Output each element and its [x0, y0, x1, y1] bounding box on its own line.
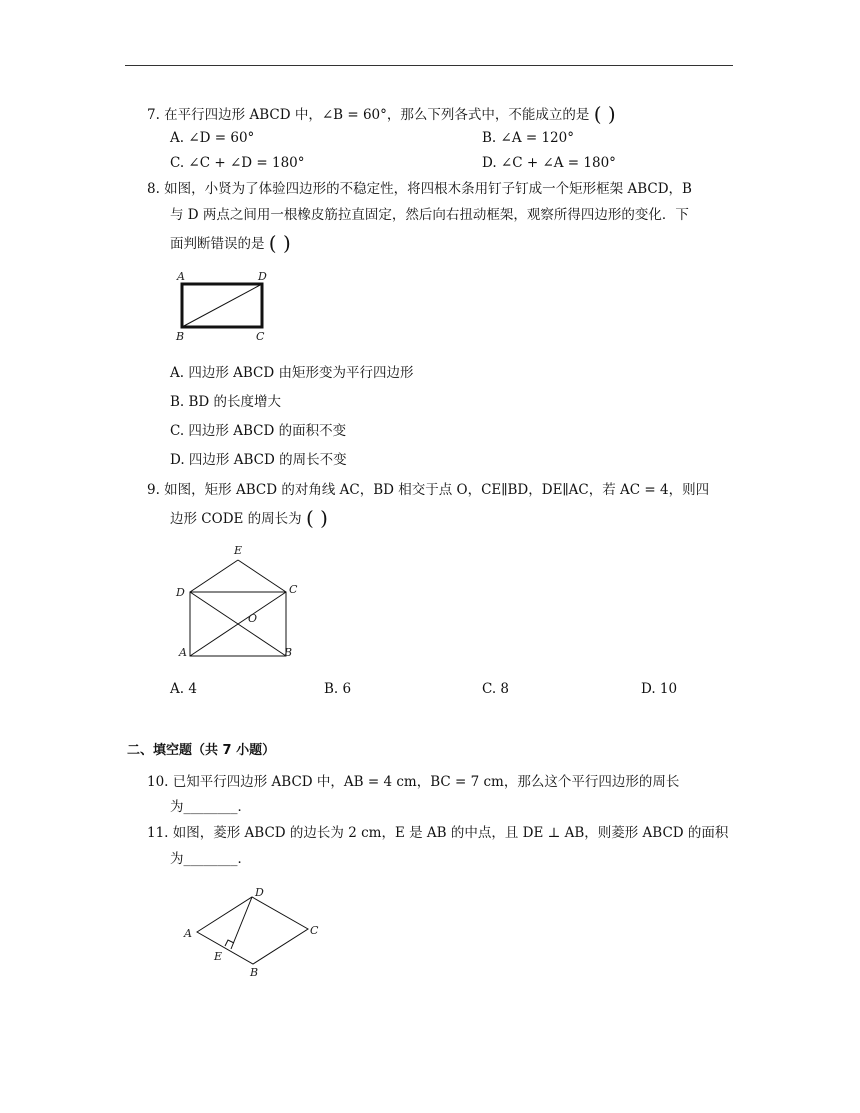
label-b: B [176, 330, 185, 343]
q8-stem-line-3: 面判断错误的是 [170, 236, 265, 252]
label-b: B [250, 966, 259, 979]
label-a: A [179, 646, 187, 659]
q9-stem-line-2: 边形 CODE 的周长为 [170, 511, 302, 527]
q9-stem-line-1: 9. 如图，矩形 ABCD 的对角线 AC，BD 相交于点 O，CE∥BD，DE∥AC，若 AC = 4，则四 [147, 482, 710, 498]
q8-option-d: D. 四边形 ABCD 的周长不变 [170, 452, 347, 468]
header-rule [125, 65, 733, 66]
q9-stem-line-2-wrap [170, 507, 328, 528]
label-d: D [258, 270, 267, 283]
label-e: E [234, 544, 243, 557]
q9-option-c: C. 8 [482, 681, 510, 697]
q11-line-1: 11. 如图，菱形 ABCD 的边长为 2 cm，E 是 AB 的中点，且 DE ⊥ AB，则菱形 ABCD 的面积 [147, 825, 729, 841]
segment-ce [238, 560, 286, 592]
segment-de [190, 560, 238, 592]
section-2-title: 二、填空题（共 7 小题） [127, 743, 276, 758]
q7-option-a: A. ∠D = 60° [170, 130, 255, 146]
q8-option-b: B. BD 的长度增大 [170, 394, 282, 410]
q8-stem-line-2: 与 D 两点之间用一根橡皮筋拉直固定，然后向右扭动框架，观察所得四边形的变化．下 [170, 207, 689, 223]
q10-line-2: 为________． [170, 799, 251, 815]
q9-option-d: D. 10 [641, 681, 678, 697]
label-b: B [284, 646, 293, 659]
q8-option-a: A. 四边形 ABCD 由矩形变为平行四边形 [170, 365, 414, 381]
label-o: O [248, 612, 258, 625]
q7-stem: 7. 在平行四边形 ABCD 中，∠B = 60°，那么下列各式中，不能成立的是 [147, 107, 590, 123]
q8-rectangle-figure [170, 266, 280, 346]
label-c: C [310, 924, 319, 937]
q8-answer-paren: ( ) [268, 231, 291, 255]
q9-rectangle-figure [170, 540, 310, 665]
q9-option-b: B. 6 [324, 681, 352, 697]
q11-line-2: 为________． [170, 851, 251, 867]
q8-option-c: C. 四边形 ABCD 的面积不变 [170, 423, 347, 439]
q8-stem-line-3-wrap [170, 232, 291, 253]
segment-de [231, 897, 252, 949]
q7-stem-line [147, 103, 616, 124]
label-c: C [289, 583, 298, 596]
q9-answer-paren: ( ) [305, 506, 328, 530]
q7-answer-paren: ( ) [593, 102, 616, 126]
label-a: A [177, 270, 185, 283]
label-e: E [214, 950, 223, 963]
label-d: D [255, 886, 264, 899]
q7-option-c: C. ∠C + ∠D = 180° [170, 155, 305, 171]
label-c: C [256, 330, 265, 343]
q11-rhombus-figure [175, 882, 335, 982]
q9-option-a: A. 4 [170, 681, 197, 697]
diagonal-bd [182, 284, 262, 327]
q7-option-d: D. ∠C + ∠A = 180° [482, 155, 616, 171]
q10-line-1: 10. 已知平行四边形 ABCD 中，AB = 4 cm，BC = 7 cm，那么这个平行四边形的周长 [147, 774, 680, 790]
q8-stem-line-1: 8. 如图，小贤为了体验四边形的不稳定性，将四根木条用钉子钉成一个矩形框架 ABCD，B [147, 181, 692, 197]
q7-option-b: B. ∠A = 120° [482, 130, 574, 146]
label-a: A [184, 927, 192, 940]
label-d: D [176, 586, 185, 599]
